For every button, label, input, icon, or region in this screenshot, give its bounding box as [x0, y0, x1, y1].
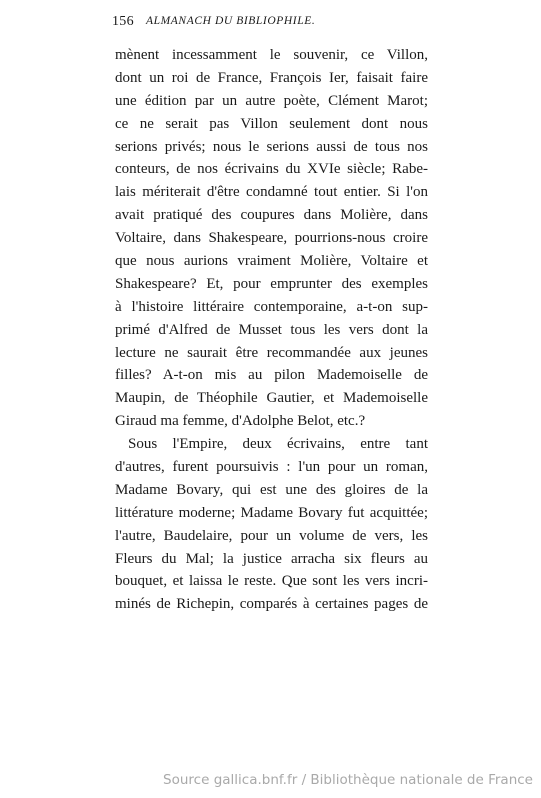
- text-line: dont un roi de France, François Ier, faisait faire: [115, 69, 428, 86]
- text-line: littérature moderne; Madame Bovary fut acquittée;: [115, 504, 428, 521]
- text-line: Voltaire, dans Shakespeare, pourrions-nous croire: [115, 230, 428, 247]
- text-line: l'autre, Baudelaire, pour un volume de vers, les: [115, 527, 428, 544]
- text-line: une édition par un autre poète, Clément Marot;: [115, 92, 428, 109]
- running-header: [112, 10, 432, 34]
- source-attribution: Source gallica.bnf.fr / Bibliothèque nationale de France: [163, 772, 533, 788]
- text-line: lais mériterait d'être condamné tout entier. Si l'on: [115, 184, 428, 201]
- text-line: Shakespeare? Et, pour emprunter des exemples: [115, 275, 428, 292]
- text-line: Sous l'Empire, deux écrivains, entre tant: [128, 436, 428, 453]
- page-number: 156: [112, 14, 134, 29]
- text-line: avait pratiqué des coupures dans Molière, dans: [115, 207, 428, 224]
- text-line: filles? A-t-on mis au pilon Mademoiselle de: [115, 367, 428, 384]
- text-line: d'autres, furent poursuivis : l'un pour un roman,: [115, 459, 428, 476]
- running-title: ALMANACH DU BIBLIOPHILE.: [146, 15, 316, 27]
- text-line: Giraud ma femme, d'Adolphe Belot, etc.?: [115, 413, 366, 430]
- text-line: serions privés; nous le serions aussi de tous nos: [115, 138, 428, 155]
- text-line: Fleurs du Mal; la justice arracha six fleurs au: [115, 550, 428, 567]
- text-line: conteurs, de nos écrivains du XVIe siècle; Rabe-: [115, 161, 428, 178]
- text-line: bouquet, et laissa le reste. Que sont les vers incri-: [115, 573, 428, 590]
- body-text: [115, 44, 428, 616]
- text-line: primé d'Alfred de Musset tous les vers dont la: [115, 321, 428, 338]
- text-line: Maupin, de Théophile Gautier, et Mademoiselle: [115, 390, 428, 407]
- text-line: lecture ne saurait être recommandée aux jeunes: [115, 344, 428, 361]
- text-line: que nous aurions vraiment Molière, Voltaire et: [115, 253, 428, 270]
- text-line: Madame Bovary, qui est une des gloires de la: [115, 481, 428, 498]
- text-line: minés de Richepin, comparés à certaines pages de: [115, 596, 428, 613]
- text-line: ce ne serait pas Villon seulement dont nous: [115, 115, 428, 132]
- text-line: à l'histoire littéraire contemporaine, a-t-on sup-: [115, 298, 428, 315]
- text-line: mènent incessamment le souvenir, ce Villon,: [115, 47, 428, 63]
